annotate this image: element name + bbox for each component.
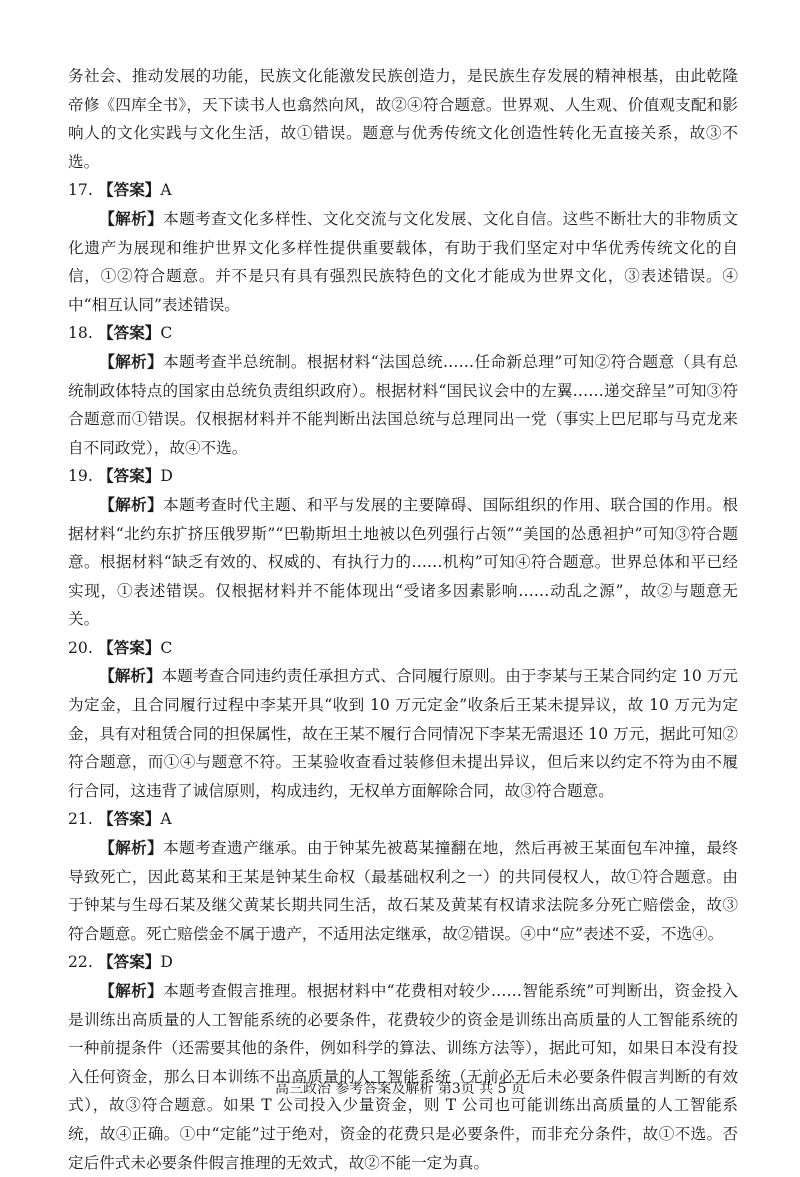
question-number: 22. <box>68 953 93 972</box>
question-17 <box>68 176 738 319</box>
intro-paragraph: 务社会、推动发展的功能，民族文化能激发民族创造力，是民族生存发展的精神根基，由此乾隆帝修《四库全书》，天下读书人也翕然向风，故②④符合题意。世界观、人生观、价值观支配和影响人的文化实践与文化生活，故①错误。题意与优秀传统文化创造性转化无直接关系，故③不选。 <box>68 67 738 171</box>
answer-line <box>68 634 738 663</box>
answer-tag: 【答案】 <box>98 952 161 972</box>
answer-value: D <box>160 467 173 486</box>
analysis-tag: 【解析】 <box>99 981 164 1000</box>
answer-value: A <box>160 810 172 829</box>
answer-tag: 【答案】 <box>98 180 161 200</box>
answer-tag: 【答案】 <box>98 466 161 486</box>
answer-value: D <box>160 953 173 972</box>
page-content <box>68 62 738 1177</box>
analysis-paragraph <box>68 205 738 319</box>
question-number: 21. <box>68 810 93 829</box>
analysis-tag: 【解析】 <box>99 666 162 686</box>
answer-value: C <box>160 324 173 343</box>
analysis-text: 本题考查遗产继承。由于钟某先被葛某撞翻在地，然后再被王某面包车冲撞，最终导致死亡，因此葛某和王某是钟某生命权（最基础权利之一）的共同侵权人，故①符合题意。由于钟某与生母石某及继父黄某长期共同生活，故石某及黄某有权请求法院多分死亡赔偿金，故③符合题意。死亡赔偿金不属于遗产，不适用法定继承，故②错误。④中“应”表述不妥，不选④。 <box>68 839 738 943</box>
answer-line <box>68 805 738 834</box>
analysis-paragraph <box>68 977 738 1177</box>
analysis-paragraph <box>68 662 738 805</box>
question-18 <box>68 319 738 462</box>
question-19 <box>68 462 738 634</box>
analysis-tag: 【解析】 <box>99 494 164 514</box>
answer-line <box>68 462 738 491</box>
analysis-tag: 【解析】 <box>99 351 164 371</box>
analysis-text: 本题考查时代主题、和平与发展的主要障碍、国际组织的作用、联合国的作用。根据材料“北约东扩挤压俄罗斯”“巴勒斯坦土地被以色列强行占领”“美国的怂恿袒护”可知③符合题意。根据材料“缺乏有效的、权威的、有执行力的……机构”可知④符合题意。世界总体和平已经实现，①表述错误。仅根据材料并不能体现出“受诸多因素影响……动乱之源”，故②与题意无关。 <box>68 495 738 629</box>
question-number: 17. <box>68 181 93 200</box>
answer-line <box>68 948 738 977</box>
analysis-text: 本题考查合同违约责任承担方式、合同履行原则。由于李某与王某合同约定 10 万元为定金，且合同履行过程中李某开具“收到 10 万元定金”收条后王某未提异议，故 10 万元为定金，具有对租赁合同的担保属性，故在王某不履行合同情况下李某无需退还 10 万元，据此可知②符合题意，而①④与题意不符。王某验收查看过装修但未提出异议，但后来以约定不符为由不履行合同，这违背了诚信原则，构成违约，无权单方面解除合同，故③符合题意。 <box>68 667 738 800</box>
analysis-text: 本题考查假言推理。根据材料中“花费相对较少……智能系统”可判断出，资金投入是训练出高质量的人工智能系统的必要条件，花费较少的资金是训练出高质量的人工智能系统的一种前提条件（还需要其他的条件，例如科学的算法、训练方法等），据此可知，如果日本没有投入任何资金，那么日本训练不出高质量的人工智能系统（无前必无后未必要条件假言判断的有效式），故③符合题意。如果 T 公司投入少量资金，则 T 公司也可能训练出高质量的人工智能系统，故④正确。①中“定能”过于绝对，资金的花费只是必要条件，而非充分条件，故①不选。否定后件式未必要条件假言推理的无效式，故②不能一定为真。 <box>68 982 738 1172</box>
answer-tag: 【答案】 <box>98 809 161 829</box>
answer-tag: 【答案】 <box>98 637 161 657</box>
question-22 <box>68 948 738 1177</box>
question-20 <box>68 634 738 806</box>
analysis-paragraph <box>68 834 738 948</box>
answer-line <box>68 176 738 205</box>
question-21 <box>68 805 738 948</box>
answer-value: A <box>160 181 172 200</box>
analysis-text: 本题考查文化多样性、文化交流与文化发展、文化自信。这些不断壮大的非物质文化遗产为展现和维护世界文化多样性提供重要载体，有助于我们坚定对中华优秀传统文化的自信，①②符合题意。并不是只有具有强烈民族特色的文化才能成为世界文化，③表述错误。④中“相互认同”表述错误。 <box>68 209 738 314</box>
question-number: 20. <box>68 638 93 657</box>
answer-tag: 【答案】 <box>98 323 161 343</box>
analysis-text: 本题考查半总统制。根据材料“法国总统……任命新总理”可知②符合题意（具有总统制政体特点的国家由总统负责组织政府）。根据材料“国民议会中的左翼……递交辞呈”可知③符合题意而①错误。仅根据材料并不能判断出法国总统与总理同出一党（事实上巴尼耶与马克龙来自不同政党），故④不选。 <box>68 352 738 457</box>
analysis-paragraph <box>68 491 738 634</box>
question-number: 19. <box>68 467 93 486</box>
page-footer: 高三政治 参考答案及解析 第3页 共 5 页 <box>274 1081 526 1097</box>
analysis-paragraph <box>68 348 738 462</box>
analysis-tag: 【解析】 <box>99 208 164 228</box>
question-number: 18. <box>68 324 93 343</box>
analysis-tag: 【解析】 <box>99 838 164 858</box>
answer-value: C <box>160 638 173 657</box>
answer-line <box>68 319 738 348</box>
